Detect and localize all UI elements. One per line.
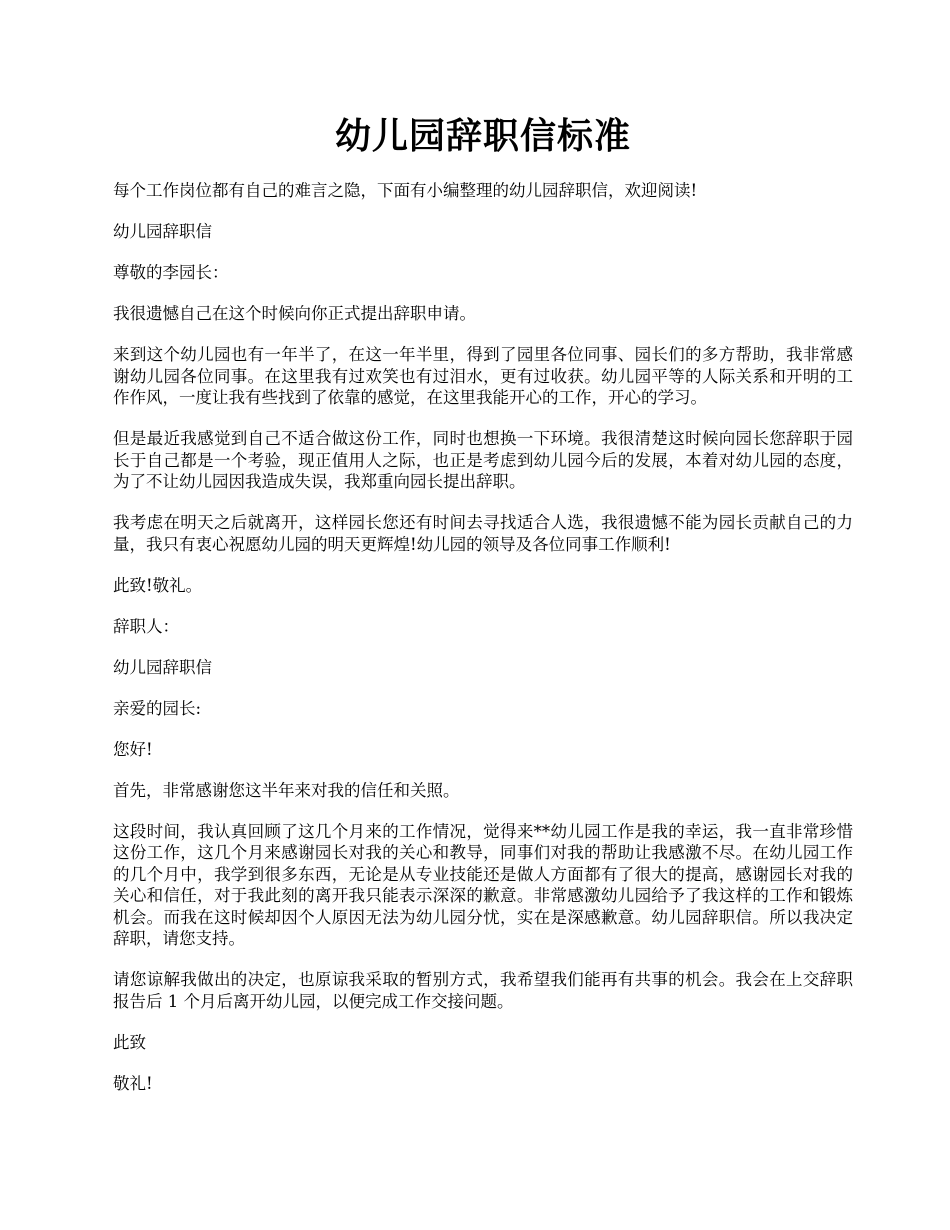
letter-2-body-paragraph: 请您谅解我做出的决定，也原谅我采取的暂别方式，我希望我们能再有共事的机会。我会在上交辞职报告后 1 个月后离开幼儿园，以便完成工作交接问题。 (113, 970, 853, 1011)
letter-2-heading: 幼儿园辞职信 (113, 657, 212, 677)
letter-1-body-paragraph: 我很遗憾自己在这个时候向你正式提出辞职申请。 (113, 304, 476, 323)
letter-1-salutation: 尊敬的李园长： (113, 263, 229, 282)
letter-2-closing-salute: 敬礼! (113, 1073, 153, 1093)
letter-2-body-paragraph: 这段时间，我认真回顾了这几个月来的工作情况，觉得来**幼儿园工作是我的幸运，我一直非常珍惜这份工作，这几个月来感谢园长对我的关心和教导，同事们对我的帮助让我感激不尽。在幼儿园工作的几个月中，我学到很多东西，无论是从专业技能还是做人方面都有了很大的提高，感谢园长对我的关心和信任，对于我此刻的离开我只能表示深深的歉意。非常感激幼儿园给予了我这样的工作和锻炼机会。而我在这时候却因个人原因无法为幼儿园分忧，实在是深感歉意。幼儿园辞职信。所以我决定辞职，请您支持。 (113, 821, 853, 948)
letter-1-closing: 此致!敬礼。 (113, 575, 203, 595)
document-page (113, 112, 853, 1114)
letter-1-signature: 辞职人： (113, 616, 179, 636)
document-title: 幼儿园辞职信标准 (334, 115, 631, 157)
letter-1-body-paragraph: 我考虑在明天之后就离开，这样园长您还有时间去寻找适合人选，我很遗憾不能为园长贡献自己的力量，我只有衷心祝愿幼儿园的明天更辉煌!幼儿园的领导及各位同事工作顺利! (113, 513, 853, 554)
intro-paragraph: 每个工作岗位都有自己的难言之隐，下面有小编整理的幼儿园辞职信，欢迎阅读! (113, 181, 698, 200)
letter-1-body-paragraph: 来到这个幼儿园也有一年半了，在这一年半里，得到了园里各位同事、园长们的多方帮助，我非常感谢幼儿园各位同事。在这里我有过欢笑也有过泪水，更有过收获。幼儿园平等的人际关系和开明的工作作风，一度让我有些找到了依靠的感觉，在这里我能开心的工作，开心的学习。 (113, 345, 853, 407)
letter-1-heading: 幼儿园辞职信 (113, 222, 212, 241)
letter-2-salutation: 亲爱的园长: (113, 698, 202, 718)
letter-1-body-paragraph: 但是最近我感觉到自己不适合做这份工作，同时也想换一下环境。我很清楚这时候向园长您辞职于园长于自己都是一个考验，现正值用人之际，也正是考虑到幼儿园今后的发展，本着对幼儿园的态度，为了不让幼儿园因我造成失误，我郑重向园长提出辞职。 (113, 429, 853, 491)
letter-2-closing: 此致 (113, 1032, 146, 1052)
letter-2-body-paragraph: 首先，非常感谢您这半年来对我的信任和关照。 (113, 780, 460, 800)
letter-2-greeting: 您好! (113, 739, 153, 759)
